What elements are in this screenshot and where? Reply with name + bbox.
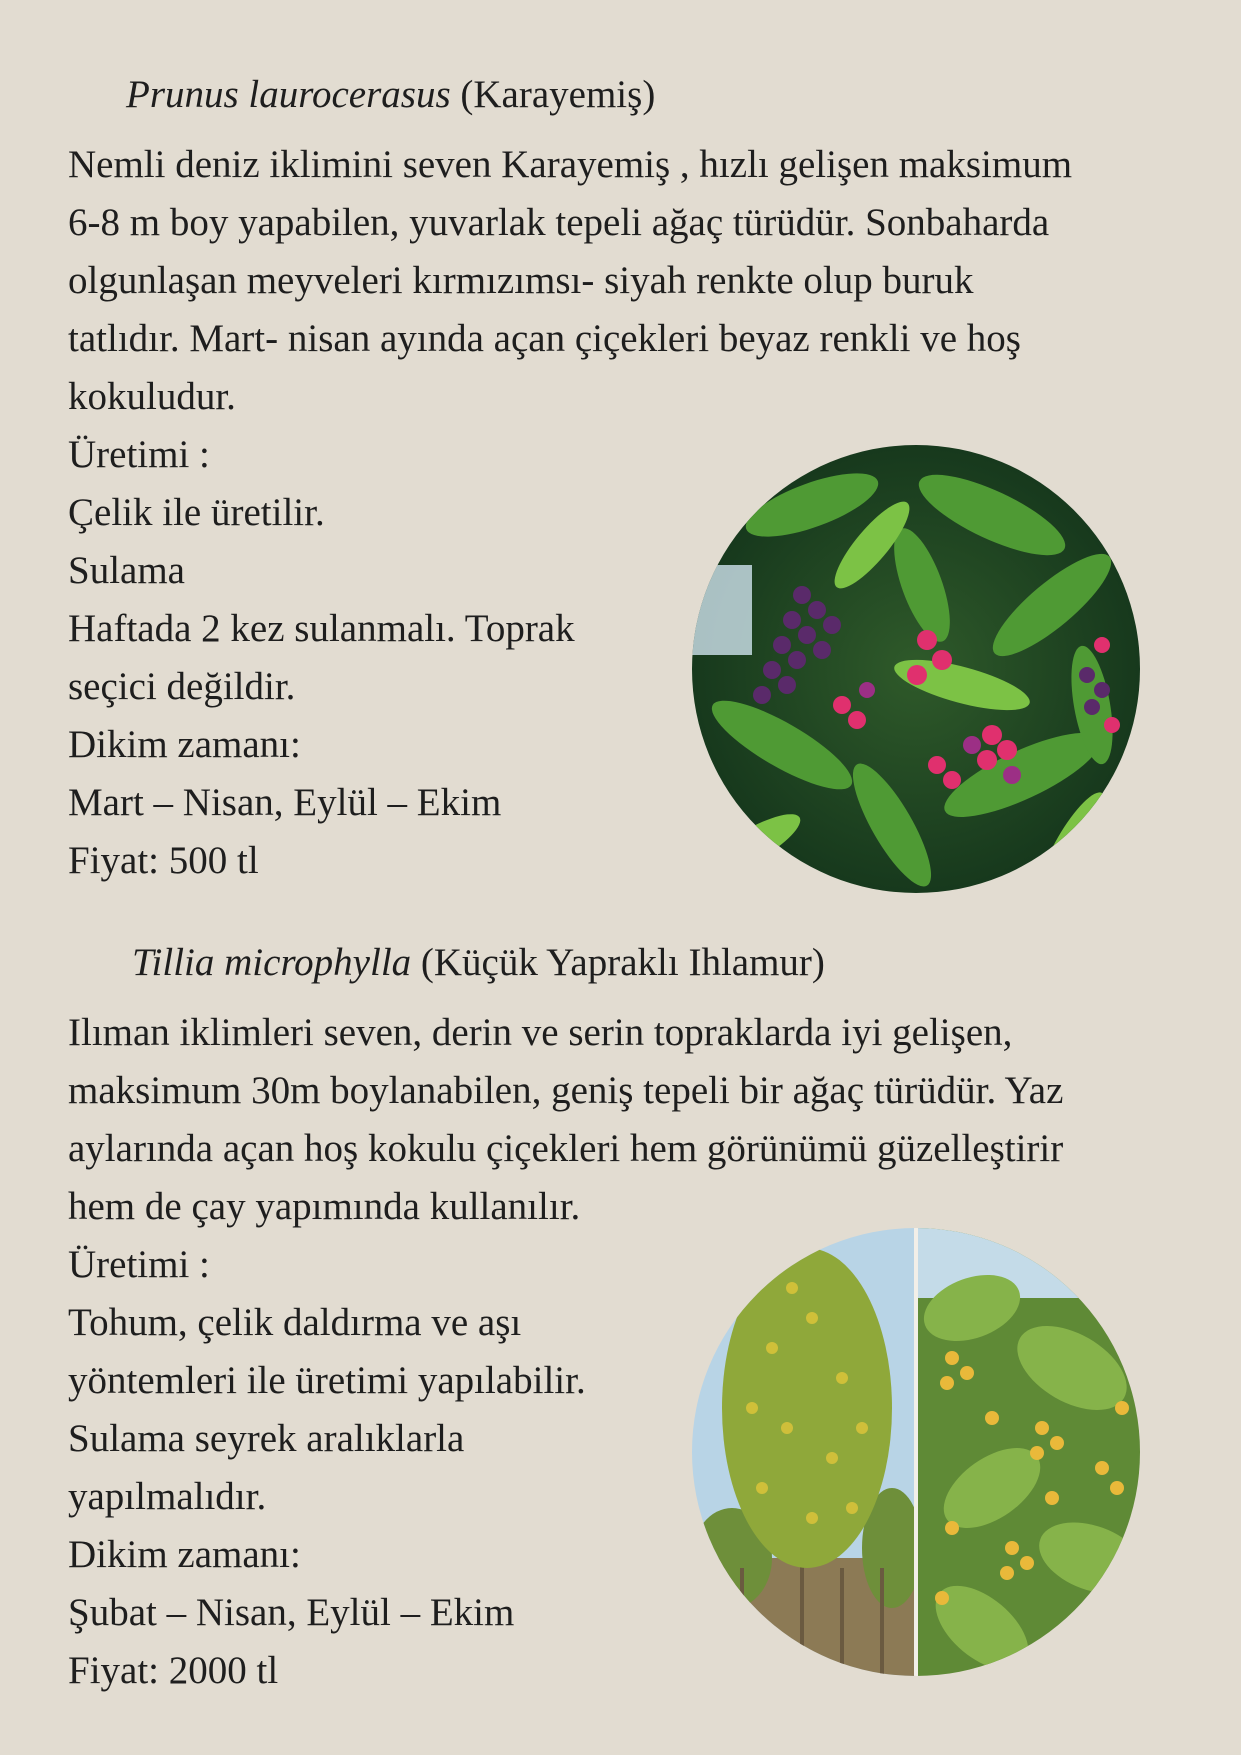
plant-title-tillia [132, 940, 825, 986]
detail-line: yapılmalıdır. [68, 1475, 267, 1518]
detail-line: Dikim zamanı: [68, 1533, 301, 1576]
linden-photo [692, 1228, 1140, 1676]
detail-line: Sulama seyrek aralıklarla [68, 1417, 465, 1460]
detail-line: Çelik ile üretilir. [68, 491, 325, 534]
description-line: Ilıman iklimleri seven, derin ve serin topraklarda iyi gelişen, [68, 1011, 1013, 1054]
common-name: (Karayemiş) [460, 73, 656, 116]
detail-line: Haftada 2 kez sulanmalı. Toprak [68, 607, 575, 650]
latin-name: Tillia microphylla [132, 941, 412, 984]
description-line: hem de çay yapımında kullanılır. [68, 1185, 581, 1228]
description-line: 6-8 m boy yapabilen, yuvarlak tepeli ağaç türüdür. Sonbaharda [68, 201, 1050, 244]
detail-line: Üretimi : [68, 433, 210, 476]
detail-line: Tohum, çelik daldırma ve aşı [68, 1301, 522, 1344]
detail-line: Üretimi : [68, 1243, 210, 1286]
description-line: olgunlaşan meyveleri kırmızımsı- siyah renkte olup buruk [68, 259, 974, 302]
linden-tree-photo-icon [692, 1228, 1140, 1676]
detail-line: yöntemleri ile üretimi yapılabilir. [68, 1359, 586, 1402]
description-line: maksimum 30m boylanabilen, geniş tepeli bir ağaç türüdür. Yaz [68, 1069, 1064, 1112]
detail-line: Şubat – Nisan, Eylül – Ekim [68, 1591, 515, 1634]
detail-line: seçici değildir. [68, 665, 296, 708]
price-line: Fiyat: 2000 tl [68, 1649, 279, 1692]
description-line: aylarında açan hoş kokulu çiçekleri hem görünümü güzelleştirir [68, 1127, 1064, 1170]
description-line: kokuludur. [68, 375, 236, 418]
price-line: Fiyat: 500 tl [68, 839, 259, 882]
cherry-laurel-berries-photo-icon [692, 445, 1140, 893]
detail-line: Sulama [68, 549, 185, 592]
common-name: (Küçük Yapraklı Ihlamur) [420, 941, 825, 984]
cherry-laurel-photo [692, 445, 1140, 893]
plant-title-prunus [126, 72, 655, 118]
detail-line: Mart – Nisan, Eylül – Ekim [68, 781, 502, 824]
description-line: Nemli deniz iklimini seven Karayemiş , hızlı gelişen maksimum [68, 143, 1073, 186]
detail-line: Dikim zamanı: [68, 723, 301, 766]
description-line: tatlıdır. Mart- nisan ayında açan çiçekleri beyaz renkli ve hoş [68, 317, 1021, 360]
latin-name: Prunus laurocerasus [126, 73, 451, 116]
